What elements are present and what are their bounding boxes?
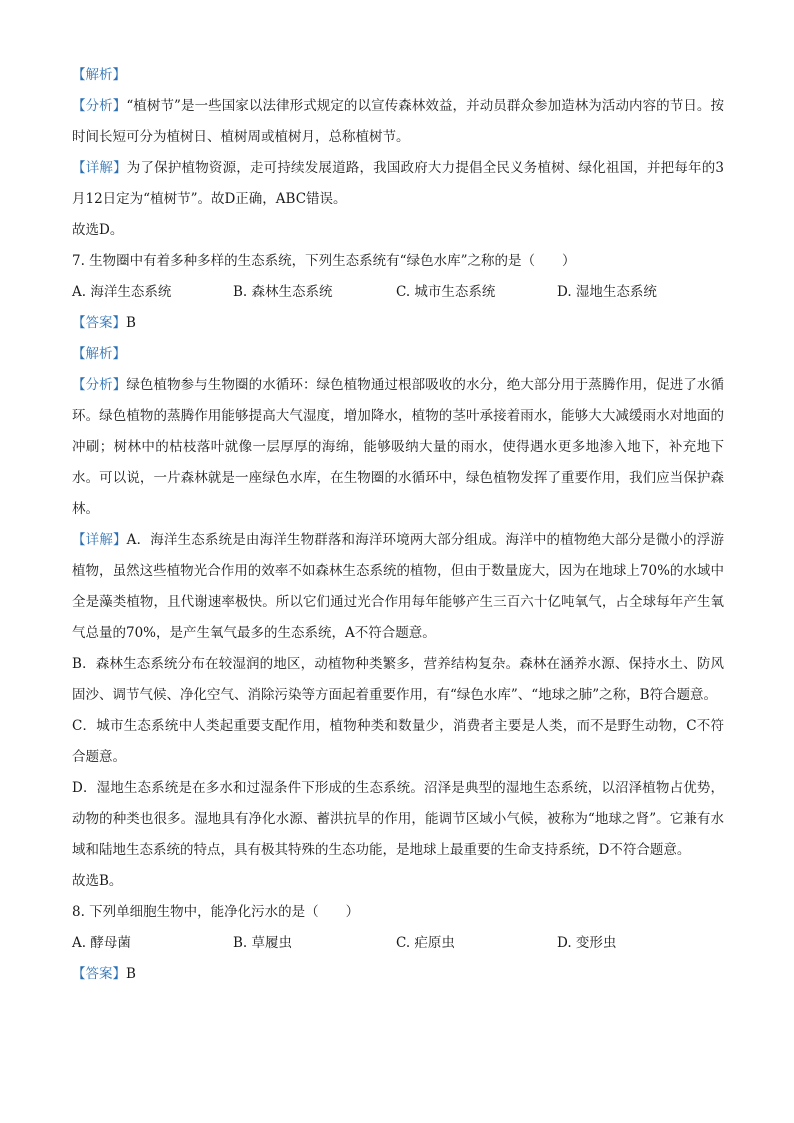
document-page <box>72 60 724 990</box>
q7-option-c: C. 城市生态系统 <box>396 284 496 300</box>
q7-answer <box>72 308 724 339</box>
q7-options <box>72 277 724 308</box>
q8-answer <box>72 959 724 990</box>
q8-option-c: C. 疟原虫 <box>396 935 455 951</box>
q7-conclusion: 故选B。 <box>72 873 123 889</box>
q8-option-b: B. 草履虫 <box>233 935 293 951</box>
q7-answer-value: B <box>126 315 136 331</box>
q7-option-b: B. 森林生态系统 <box>233 284 333 300</box>
q7-xiangjie-b: B．森林生态系统分布在较湿润的地区，动植物种类繁多，营养结构复杂。森林在涵养水源、保持水土、防风固沙、调节气候、净化空气、消除污染等方面起着重要作用，有“绿色水库”、“地球之肺”之称，B符合题意。 <box>72 656 724 703</box>
q8-answer-value: B <box>126 966 136 982</box>
q6-fenxi-text: “植树节”是一些国家以法律形式规定的以宣传森林效益，并动员群众参加造林为活动内容的节日。按时间长短可分为植树日、植树周或植树月，总称植树节。 <box>72 98 724 145</box>
jiexi-tag: 【解析】 <box>72 346 126 362</box>
q6-conclusion: 故选D。 <box>72 222 124 238</box>
q8-stem: 8. 下列单细胞生物中，能净化污水的是（ ） <box>72 904 360 920</box>
q7-xiangjie-c: C．城市生态系统中人类起重要支配作用，植物种类和数量少，消费者主要是人类，而不是野生动物，C不符合题意。 <box>72 718 724 765</box>
q7-fenxi-paragraph <box>72 370 724 525</box>
answer-tag: 【答案】 <box>72 966 126 982</box>
q8-options <box>72 928 724 959</box>
q7-xiangjie-paragraph <box>72 525 724 649</box>
q6-jiexi-heading <box>72 60 724 91</box>
q6-xiangjie-paragraph <box>72 153 724 215</box>
q6-xiangjie-text: 为了保护植物资源，走可持续发展道路，我国政府大力提倡全民义务植树、绿化祖国，并把每年的3月12日定为“植树节”。故D正确，ABC错误。 <box>72 160 725 207</box>
q7-stem: 7. 生物圈中有着多种多样的生态系统，下列生态系统有“绿色水库”之称的是（ ） <box>72 253 576 269</box>
fenxi-tag: 【分析】 <box>72 98 127 114</box>
q7-xiangjie-a: A．海洋生态系统是由海洋生物群落和海洋环境两大部分组成。海洋中的植物绝大部分是微小的浮游植物，虽然这些植物光合作用的效率不如森林生态系统的植物，但由于数量庞大，因为在地球上70%的水域中全是藻类植物，且代谢速率极快。所以它们通过光合作用每年能够产生三百六十亿吨氧气，占全球每年产生氧气总量的70%，是产生氧气最多的生态系统，A不符合题意。 <box>72 532 725 641</box>
q7-fenxi-text: 绿色植物参与生物圈的水循环：绿色植物通过根部吸收的水分，绝大部分用于蒸腾作用，促进了水循环。绿色植物的蒸腾作用能够提高大气湿度，增加降水，植物的茎叶承接着雨水，能够大大减缓雨水对地面的冲刷；树林中的枯枝落叶就像一层厚厚的海绵，能够吸纳大量的雨水，使得遇水更多地渗入地下，补充地下水。可以说，一片森林就是一座绿色水库，在生物圈的水循环中，绿色植物发挥了重要作用，我们应当保护森林。 <box>72 377 725 517</box>
q8-option-d: D. 变形虫 <box>557 935 617 951</box>
q7-option-d: D. 湿地生态系统 <box>557 284 657 300</box>
q7-option-a: A. 海洋生态系统 <box>72 284 172 300</box>
answer-tag: 【答案】 <box>72 315 126 331</box>
xiangjie-tag: 【详解】 <box>72 160 127 176</box>
q8-option-a: A. 酵母菌 <box>72 935 131 951</box>
q6-fenxi-paragraph <box>72 91 724 153</box>
q7-xiangjie-d: D．湿地生态系统是在多水和过湿条件下形成的生态系统。沼泽是典型的湿地生态系统，以沼泽植物占优势，动物的种类也很多。湿地具有净化水源、蓄洪抗旱的作用，能调节区域小气候，被称为“地球之肾”。它兼有水域和陆地生态系统的特点，具有极其特殊的生态功能，是地球上最重要的生命支持系统，D不符合题意。 <box>72 780 724 858</box>
fenxi-tag: 【分析】 <box>72 377 127 393</box>
xiangjie-tag: 【详解】 <box>72 532 127 548</box>
q7-jiexi-heading <box>72 339 724 370</box>
jiexi-tag: 【解析】 <box>72 67 126 83</box>
